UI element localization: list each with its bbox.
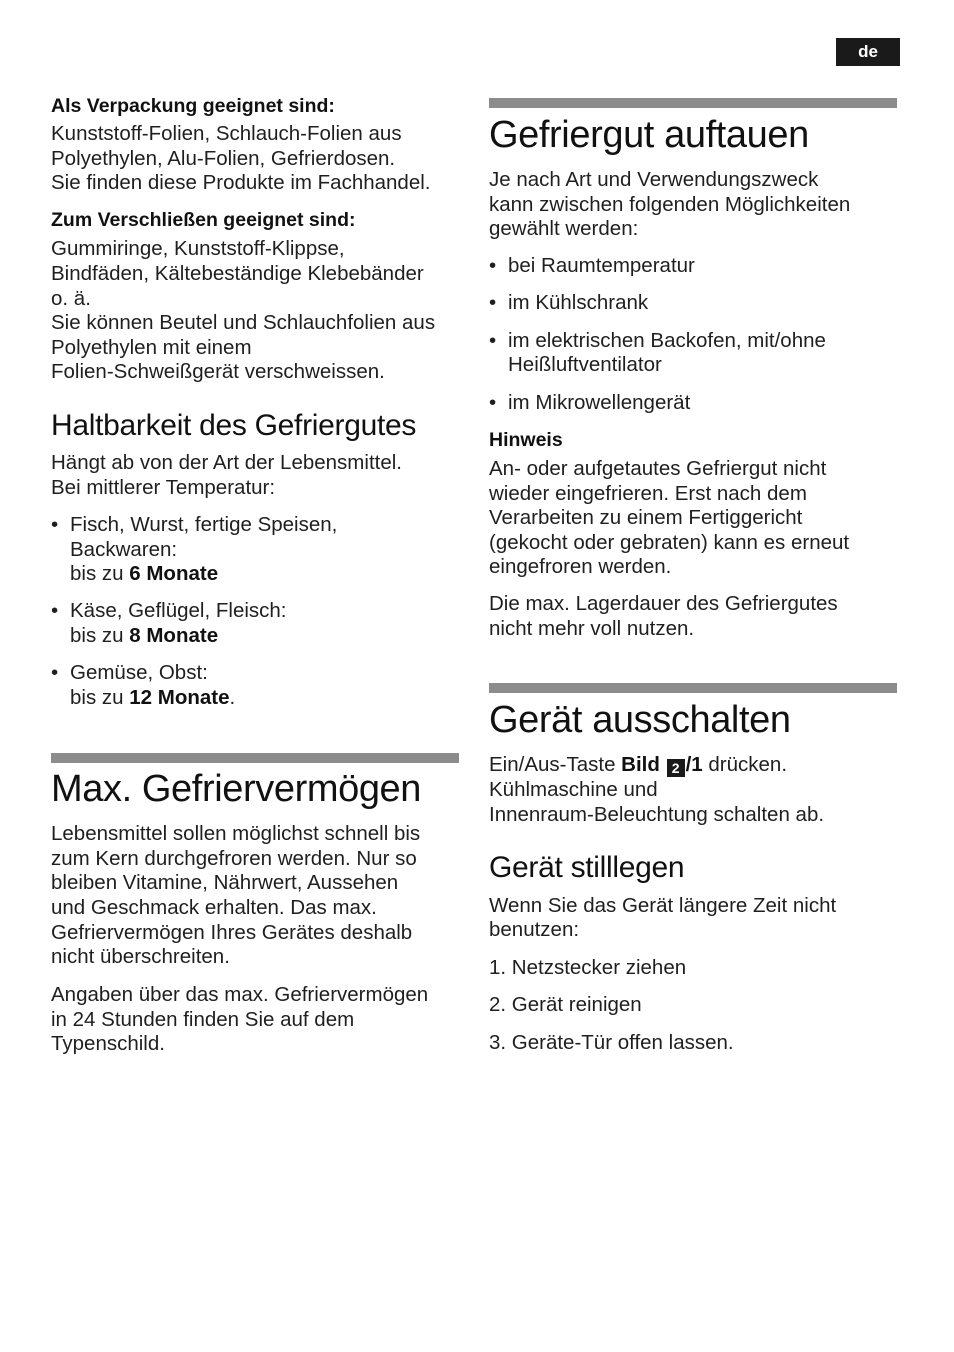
closing-heading: Zum Verschließen geeignet sind: — [51, 209, 356, 231]
shelf-item-label: Fisch, Wurst, fertige Speisen, — [70, 513, 338, 536]
bullet-dot: • — [51, 599, 59, 622]
thaw-intro-line: gewählt werden: — [489, 217, 639, 240]
bullet-dot: • — [489, 254, 497, 277]
capacity-para-line: zum Kern durchgefroren werden. Nur so — [51, 847, 417, 870]
closing-line: o. ä. — [51, 287, 91, 310]
duration-prefix: bis zu — [70, 624, 130, 647]
note-line: (gekocht oder gebraten) kann es erneut — [489, 531, 850, 554]
thaw-option-label: bei Raumtemperatur — [508, 254, 695, 277]
duration-value: 12 Monate — [129, 686, 230, 709]
decommission-step: 2. Gerät reinigen — [489, 993, 642, 1016]
note-line: Verarbeiten zu einem Fertiggericht — [489, 506, 803, 529]
closing-line: Folien-Schweißgerät verschweissen. — [51, 360, 385, 383]
closing-line: Polyethylen mit einem — [51, 336, 252, 359]
figure-ref: Bild — [621, 753, 660, 776]
note-line: wieder eingefrieren. Erst nach dem — [489, 482, 807, 505]
off-title: Gerät ausschalten — [489, 699, 791, 741]
figure-number-box: 2 — [667, 759, 685, 777]
figure-ref-suffix: /1 — [685, 753, 703, 776]
section-rule — [51, 753, 459, 763]
shelf-life-title: Haltbarkeit des Gefriergutes — [51, 409, 417, 442]
off-line: Kühlmaschine und — [489, 778, 658, 801]
off-prefix: Ein/Aus-Taste — [489, 753, 622, 776]
duration-value: 6 Monate — [129, 562, 219, 585]
thaw-intro-line: kann zwischen folgenden Möglichkeiten — [489, 193, 851, 216]
off-suffix: drücken. — [702, 753, 788, 776]
capacity-para-line: nicht überschreiten. — [51, 945, 230, 968]
closing-line: Gummiringe, Kunststoff-Klippse, — [51, 237, 345, 260]
capacity-para-line: Lebensmittel sollen möglichst schnell bis — [51, 822, 421, 845]
thaw-option-label: im elektrischen Backofen, mit/ohne — [508, 329, 826, 352]
language-badge: de — [836, 38, 900, 66]
capacity-para-line: und Geschmack erhalten. Das max. — [51, 896, 377, 919]
shelf-life-intro: Bei mittlerer Temperatur: — [51, 476, 276, 499]
thaw-title: Gefriergut auftauen — [489, 114, 809, 156]
off-line: Innenraum-Beleuchtung schalten ab. — [489, 803, 825, 826]
capacity-para2-line: in 24 Stunden finden Sie auf dem — [51, 1008, 355, 1031]
section-rule — [489, 683, 897, 693]
thaw-option-label: Heißluftventilator — [508, 353, 662, 376]
decommission-title: Gerät stilllegen — [489, 851, 685, 884]
decommission-step: 3. Geräte-Tür offen lassen. — [489, 1031, 734, 1054]
section-rule — [489, 98, 897, 108]
decommission-intro: Wenn Sie das Gerät längere Zeit nicht — [489, 894, 837, 917]
shelf-item-label: Käse, Geflügel, Fleisch: — [70, 599, 287, 622]
packaging-line: Kunststoff-Folien, Schlauch-Folien aus — [51, 122, 402, 145]
duration-prefix: bis zu — [70, 686, 130, 709]
thaw-intro-line: Je nach Art und Verwendungszweck — [489, 168, 819, 191]
note-extra-line: Die max. Lagerdauer des Gefriergutes — [489, 592, 838, 615]
packaging-line: Polyethylen, Alu-Folien, Gefrierdosen. — [51, 147, 396, 170]
note-label: Hinweis — [489, 429, 563, 451]
off-instruction — [489, 753, 787, 778]
shelf-life-intro: Hängt ab von der Art der Lebensmittel. — [51, 451, 402, 474]
shelf-item-label: Gemüse, Obst: — [70, 661, 208, 684]
capacity-para-line: Gefriervermögen Ihres Gerätes deshalb — [51, 921, 413, 944]
duration-value: 8 Monate — [129, 624, 219, 647]
capacity-title: Max. Gefriervermögen — [51, 768, 422, 810]
bullet-dot: • — [489, 291, 497, 314]
bullet-dot: • — [489, 329, 497, 352]
duration-suffix: . — [229, 686, 236, 709]
closing-line: Bindfäden, Kältebeständige Klebebänder — [51, 262, 424, 285]
closing-line: Sie können Beutel und Schlauchfolien aus — [51, 311, 436, 334]
capacity-para2-line: Angaben über das max. Gefriervermögen — [51, 983, 429, 1006]
capacity-para2-line: Typenschild. — [51, 1032, 165, 1055]
bullet-dot: • — [489, 391, 497, 414]
note-line: eingefroren werden. — [489, 555, 672, 578]
bullet-dot: • — [51, 661, 59, 684]
packaging-line: Sie finden diese Produkte im Fachhandel. — [51, 171, 431, 194]
decommission-intro: benutzen: — [489, 918, 580, 941]
decommission-step: 1. Netzstecker ziehen — [489, 956, 687, 979]
note-line: An- oder aufgetautes Gefriergut nicht — [489, 457, 827, 480]
duration-prefix: bis zu — [70, 562, 130, 585]
thaw-option-label: im Mikrowellengerät — [508, 391, 691, 414]
packaging-heading: Als Verpackung geeignet sind: — [51, 95, 335, 117]
shelf-item-label: Backwaren: — [70, 538, 178, 561]
note-extra-line: nicht mehr voll nutzen. — [489, 617, 695, 640]
capacity-para-line: bleiben Vitamine, Nährwert, Aussehen — [51, 871, 399, 894]
thaw-option-label: im Kühlschrank — [508, 291, 649, 314]
bullet-dot: • — [51, 513, 59, 536]
